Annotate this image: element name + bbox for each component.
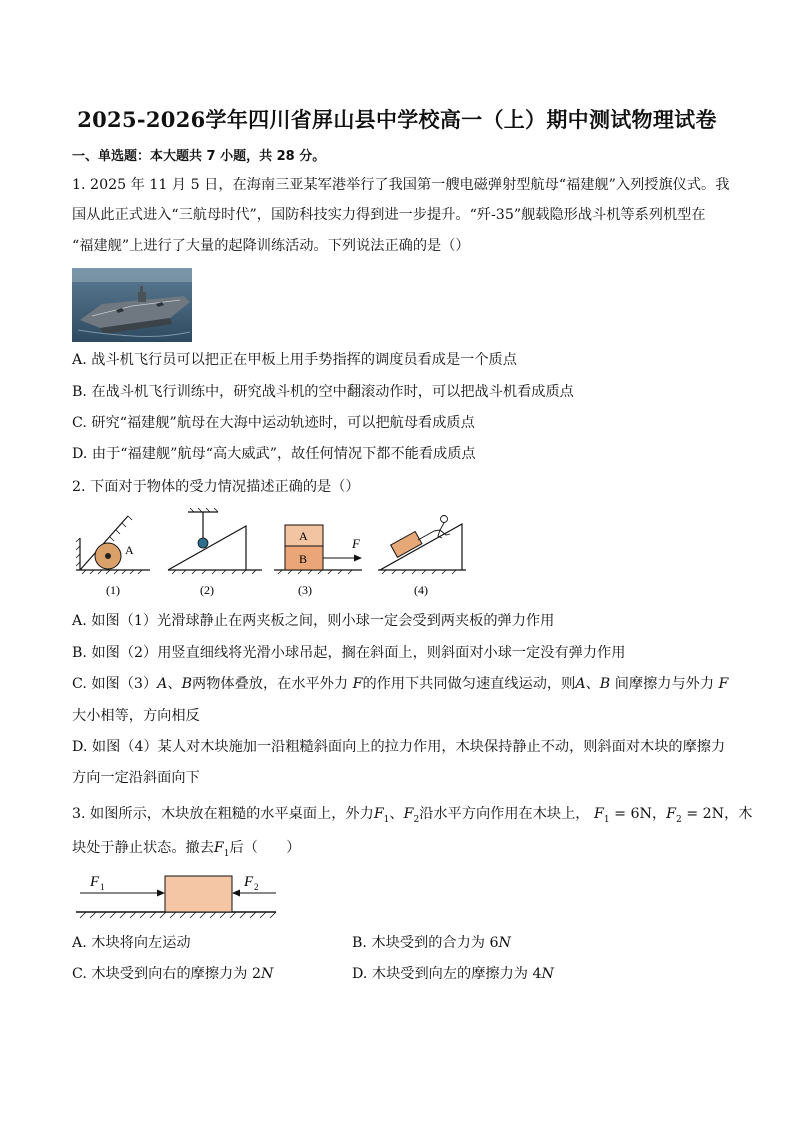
- q3-block: [165, 876, 232, 912]
- fig3-label-f: F: [352, 536, 360, 551]
- q3-stem-line-2: 块处于静止状态。撤去$F_1$后（ ）: [72, 840, 301, 859]
- section-heading: 一、单选题：本大题共 7 小题，共 28 分。: [72, 149, 326, 164]
- svg-text:1: 1: [100, 882, 105, 892]
- fig4-caption: (4): [414, 583, 428, 597]
- q2-option-c-line-2: 大小相等，方向相反: [72, 708, 200, 724]
- fig3-stacked-blocks: [274, 525, 362, 574]
- q3-block-figure: [72, 866, 282, 922]
- q3-stem-line-1: 3. 如图所示，木块放在粗糙的水平桌面上，外力$F_1$、$F_2$沿水平方向作用在木块上， $F_1 = 6N$，$F_2 = 2N$，木: [72, 806, 753, 825]
- q2-option-a: A. 如图（1）光滑球静止在两夹板之间，则小球一定会受到两夹板的弹力作用: [72, 613, 555, 629]
- q1-stem-line-1: 1. 2025 年 11 月 5 日，在海南三亚某军港举行了我国第一艘电磁弹射型航母“福建舰”入列授旗仪式。我: [72, 177, 730, 193]
- fig3-caption: (3): [298, 583, 312, 597]
- q2-option-c-line-1: C. 如图（3）A、B两物体叠放，在水平外力 F的作用下共同做匀速直线运动，则A、B 间摩擦力与外力 F: [72, 676, 729, 692]
- q3-option-d: D. 木块受到向左的摩擦力为 4N: [352, 966, 554, 982]
- fig3-label-a: A: [299, 529, 308, 543]
- q1-option-c: C. 研究“福建舰”航母在大海中运动轨迹时，可以把航母看成质点: [72, 415, 475, 431]
- fig1-label-a: A: [125, 543, 134, 557]
- fig4-person-pulling-block: [378, 516, 466, 575]
- svg-text:2: 2: [254, 882, 259, 892]
- fig2-hanging-ball-on-incline: [168, 508, 262, 574]
- q3-option-b: B. 木块受到的合力为 6N: [352, 935, 511, 951]
- q2-option-b: B. 如图（2）用竖直细线将光滑小球吊起，搁在斜面上，则斜面对小球一定没有弹力作用: [72, 645, 626, 661]
- fig2-caption: (2): [200, 583, 214, 597]
- q3-fig-label-f1: F: [90, 874, 100, 890]
- q1-option-b: B. 在战斗机飞行训练中，研究战斗机的空中翻滚动作时，可以把战斗机看成质点: [72, 384, 574, 400]
- q1-option-a: A. 战斗机飞行员可以把正在甲板上用手势指挥的调度员看成是一个质点: [72, 352, 517, 368]
- q3-option-c: C. 木块受到向右的摩擦力为 2N: [72, 966, 274, 982]
- q3-option-a: A. 木块将向左运动: [72, 935, 191, 951]
- aircraft-carrier-photo: [72, 268, 192, 342]
- fig2-ball: [198, 538, 208, 548]
- q1-stem-line-2: 国从此正式进入“三航母时代”，国防科技实力得到进一步提升。“歼-35”舰载隐形战斗机等系列机型在: [72, 207, 706, 223]
- q2-option-d-line-2: 方向一定沿斜面向下: [72, 770, 200, 786]
- q1-option-d: D. 由于“福建舰”航母“高大威武”，故任何情况下都不能看成质点: [72, 446, 476, 462]
- q2-figures: [72, 508, 472, 600]
- q2-stem: 2. 下面对于物体的受力情况描述正确的是（）: [72, 479, 360, 495]
- fig1-caption: (1): [106, 583, 120, 597]
- q1-stem-line-3: “福建舰”上进行了大量的起降训练活动。下列说法正确的是（）: [72, 238, 470, 254]
- fig3-label-b: B: [299, 552, 308, 566]
- q2-option-d-line-1: D. 如图（4）某人对木块施加一沿粗糙斜面向上的拉力作用，木块保持静止不动，则斜面对木块的摩擦力: [72, 739, 726, 755]
- q3-fig-label-f2: F: [244, 874, 254, 890]
- page-title: 2025-2026学年四川省屏山县中学校高一（上）期中测试物理试卷: [77, 107, 717, 132]
